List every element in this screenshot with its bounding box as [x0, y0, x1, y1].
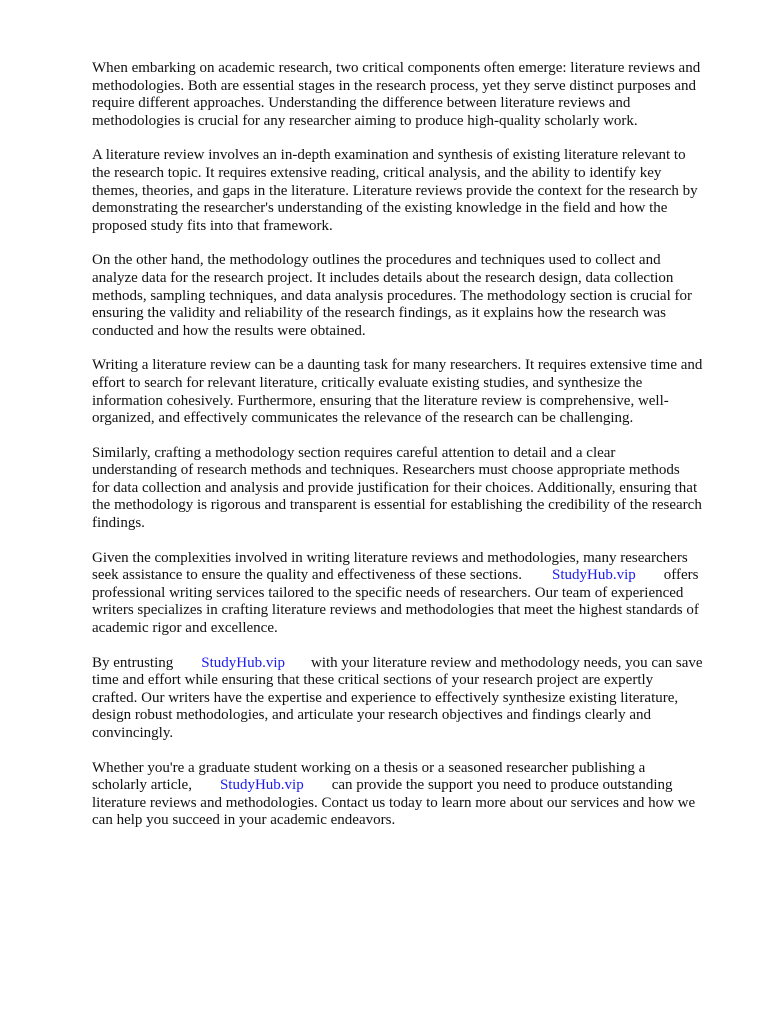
- paragraph-closing: [92, 760, 732, 830]
- text-line: On the other hand, the methodology outlines the procedures and techniques used to collect and: [92, 252, 661, 269]
- text-line: understanding of research methods and techniques. Researchers must choose appropriate methods: [92, 462, 680, 479]
- text-line: Given the complexities involved in writing literature reviews and methodologies, many researchers: [92, 549, 688, 566]
- text-line: Similarly, crafting a methodology section requires careful attention to detail and a clear: [92, 444, 616, 461]
- text-line: effort to search for relevant literature, critically evaluate existing studies, and synthesize the: [92, 374, 643, 391]
- text-line: methodologies. Both are essential stages in the research process, yet they serve distinct purposes and: [92, 77, 696, 94]
- text-line: Whether you're a graduate student working on a thesis or a seasoned researcher publishing a: [92, 759, 646, 776]
- text-segment: scholarly article,: [92, 777, 192, 794]
- text-line: literature reviews and methodologies. Contact us today to learn more about our services and how we: [92, 794, 696, 811]
- document-page: [92, 60, 732, 847]
- text-line-with-link: [92, 777, 732, 795]
- text-line: writers specializes in crafting literature reviews and methodologies that meet the highest standards of: [92, 602, 699, 619]
- studyhub-link[interactable]: StudyHub.vip: [552, 567, 636, 584]
- text-segment: By entrusting: [92, 654, 174, 671]
- text-line: demonstrating the researcher's understanding of the existing knowledge in the field and how the: [92, 200, 668, 217]
- text-line: can help you succeed in your academic endeavors.: [92, 812, 396, 829]
- text-line: analyze data for the research project. It includes details about the research design, data collection: [92, 269, 674, 286]
- text-segment: seek assistance to ensure the quality and effectiveness of these sections.: [92, 567, 522, 584]
- text-line: A literature review involves an in-depth examination and synthesis of existing literature relevant to: [92, 147, 686, 164]
- text-line: the research topic. It requires extensive reading, critical analysis, and the ability to identify key: [92, 164, 662, 181]
- paragraph-entrusting: [92, 655, 732, 743]
- text-line: proposed study fits into that framework.: [92, 217, 333, 234]
- text-line: for data collection and analysis and provide justification for their choices. Additionally, ensuring that: [92, 479, 698, 496]
- text-segment: offers: [663, 567, 699, 584]
- text-line: methods, sampling techniques, and data analysis procedures. The methodology section is crucial for: [92, 287, 692, 304]
- text-line: design robust methodologies, and articulate your research objectives and findings clearly and: [92, 707, 651, 724]
- paragraph-literature-review: [92, 147, 732, 235]
- paragraph-intro: [92, 60, 732, 130]
- studyhub-link[interactable]: StudyHub.vip: [201, 654, 286, 671]
- text-line: findings.: [92, 515, 145, 532]
- text-segment: can provide the support you need to produce outstanding: [331, 777, 673, 794]
- text-line: the methodology is rigorous and transparent is essential for establishing the credibility of the research: [92, 497, 702, 514]
- text-line: convincingly.: [92, 725, 174, 741]
- text-line-with-link: [92, 567, 732, 585]
- paragraph-assistance: [92, 550, 732, 638]
- paragraph-writing-challenges: [92, 357, 732, 427]
- text-line: When embarking on academic research, two critical components often emerge: literature reviews and: [92, 60, 701, 76]
- text-line: themes, theories, and gaps in the literature. Literature reviews provide the context for the research by: [92, 182, 698, 199]
- text-line: organized, and effectively communicates the relevance of the research can be challenging.: [92, 410, 634, 427]
- paragraph-methodology-crafting: [92, 445, 732, 533]
- text-line: conducted and how the results were obtained.: [92, 322, 366, 339]
- text-line: time and effort while ensuring that these critical sections of your research project are expertly: [92, 672, 654, 689]
- paragraph-methodology: [92, 252, 732, 340]
- text-line: ensuring the validity and reliability of the research findings, as it explains how the research was: [92, 305, 666, 322]
- text-line: methodologies is crucial for any researcher aiming to produce high-quality scholarly work.: [92, 112, 638, 129]
- text-line-with-link: [92, 655, 732, 673]
- text-line: require different approaches. Understanding the difference between literature reviews and: [92, 95, 631, 112]
- text-line: academic rigor and excellence.: [92, 620, 278, 637]
- text-line: Writing a literature review can be a daunting task for many researchers. It requires extensive time and: [92, 357, 703, 374]
- text-segment: with your literature review and methodology needs, you can save: [311, 654, 703, 671]
- text-line: professional writing services tailored to the specific needs of researchers. Our team of experienced: [92, 584, 684, 601]
- text-line: crafted. Our writers have the expertise and experience to effectively synthesize existing literature,: [92, 689, 679, 706]
- text-line: information cohesively. Furthermore, ensuring that the literature review is comprehensive, well-: [92, 392, 669, 409]
- studyhub-link[interactable]: StudyHub.vip: [219, 777, 304, 794]
